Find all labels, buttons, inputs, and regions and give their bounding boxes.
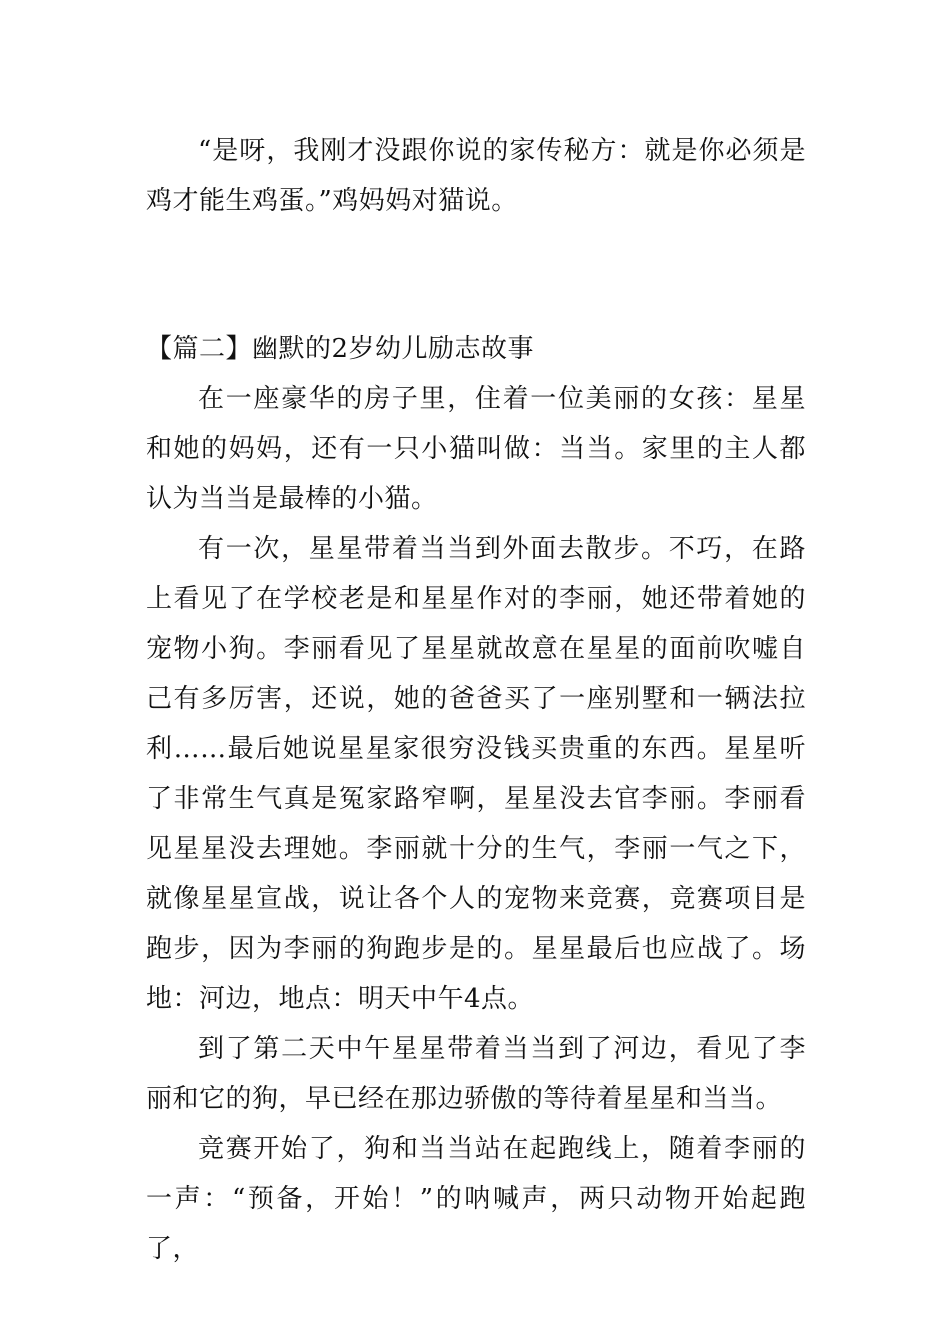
story-paragraph: 有一次，星星带着当当到外面去散步。不巧，在路上看见了在学校老是和星星作对的李丽，她还带着她的宠物小狗。李丽看见了星星就故意在星星的面前吹嘘自己有多厉害，还说，她的爸爸买了一座别墅和一辆法拉利……最后她说星星家很穷没钱买贵重的东西。星星听了非常生气真是冤家路窄啊，星星没去官李丽。李丽看见星星没去理她。李丽就十分的生气，李丽一气之下，就像星星宣战，说让各个人的宠物来竞赛，竞赛项目是跑步，因为李丽的狗跑步是的。星星最后也应战了。场地：河边，地点：明天中午4点。 <box>146 534 806 1014</box>
story-paragraph: 在一座豪华的房子里，住着一位美丽的女孩：星星和她的妈妈，还有一只小猫叫做：当当。家里的主人都认为当当是最棒的小猫。 <box>146 384 806 514</box>
story-paragraph: 竞赛开始了，狗和当当站在起跑线上，随着李丽的一声：“预备，开始！”的呐喊声，两只动物开始起跑了， <box>146 1134 806 1264</box>
intro-section <box>146 126 806 226</box>
story-paragraph: 到了第二天中午星星带着当当到了河边，看见了李丽和它的狗，早已经在那边骄傲的等待着星星和当当。 <box>146 1034 806 1114</box>
intro-paragraph: “是呀，我刚才没跟你说的家传秘方：就是你必须是鸡才能生鸡蛋。”鸡妈妈对猫说。 <box>146 136 806 216</box>
story-section <box>146 324 806 1274</box>
section-heading: 【篇二】幽默的2岁幼儿励志故事 <box>146 334 535 364</box>
